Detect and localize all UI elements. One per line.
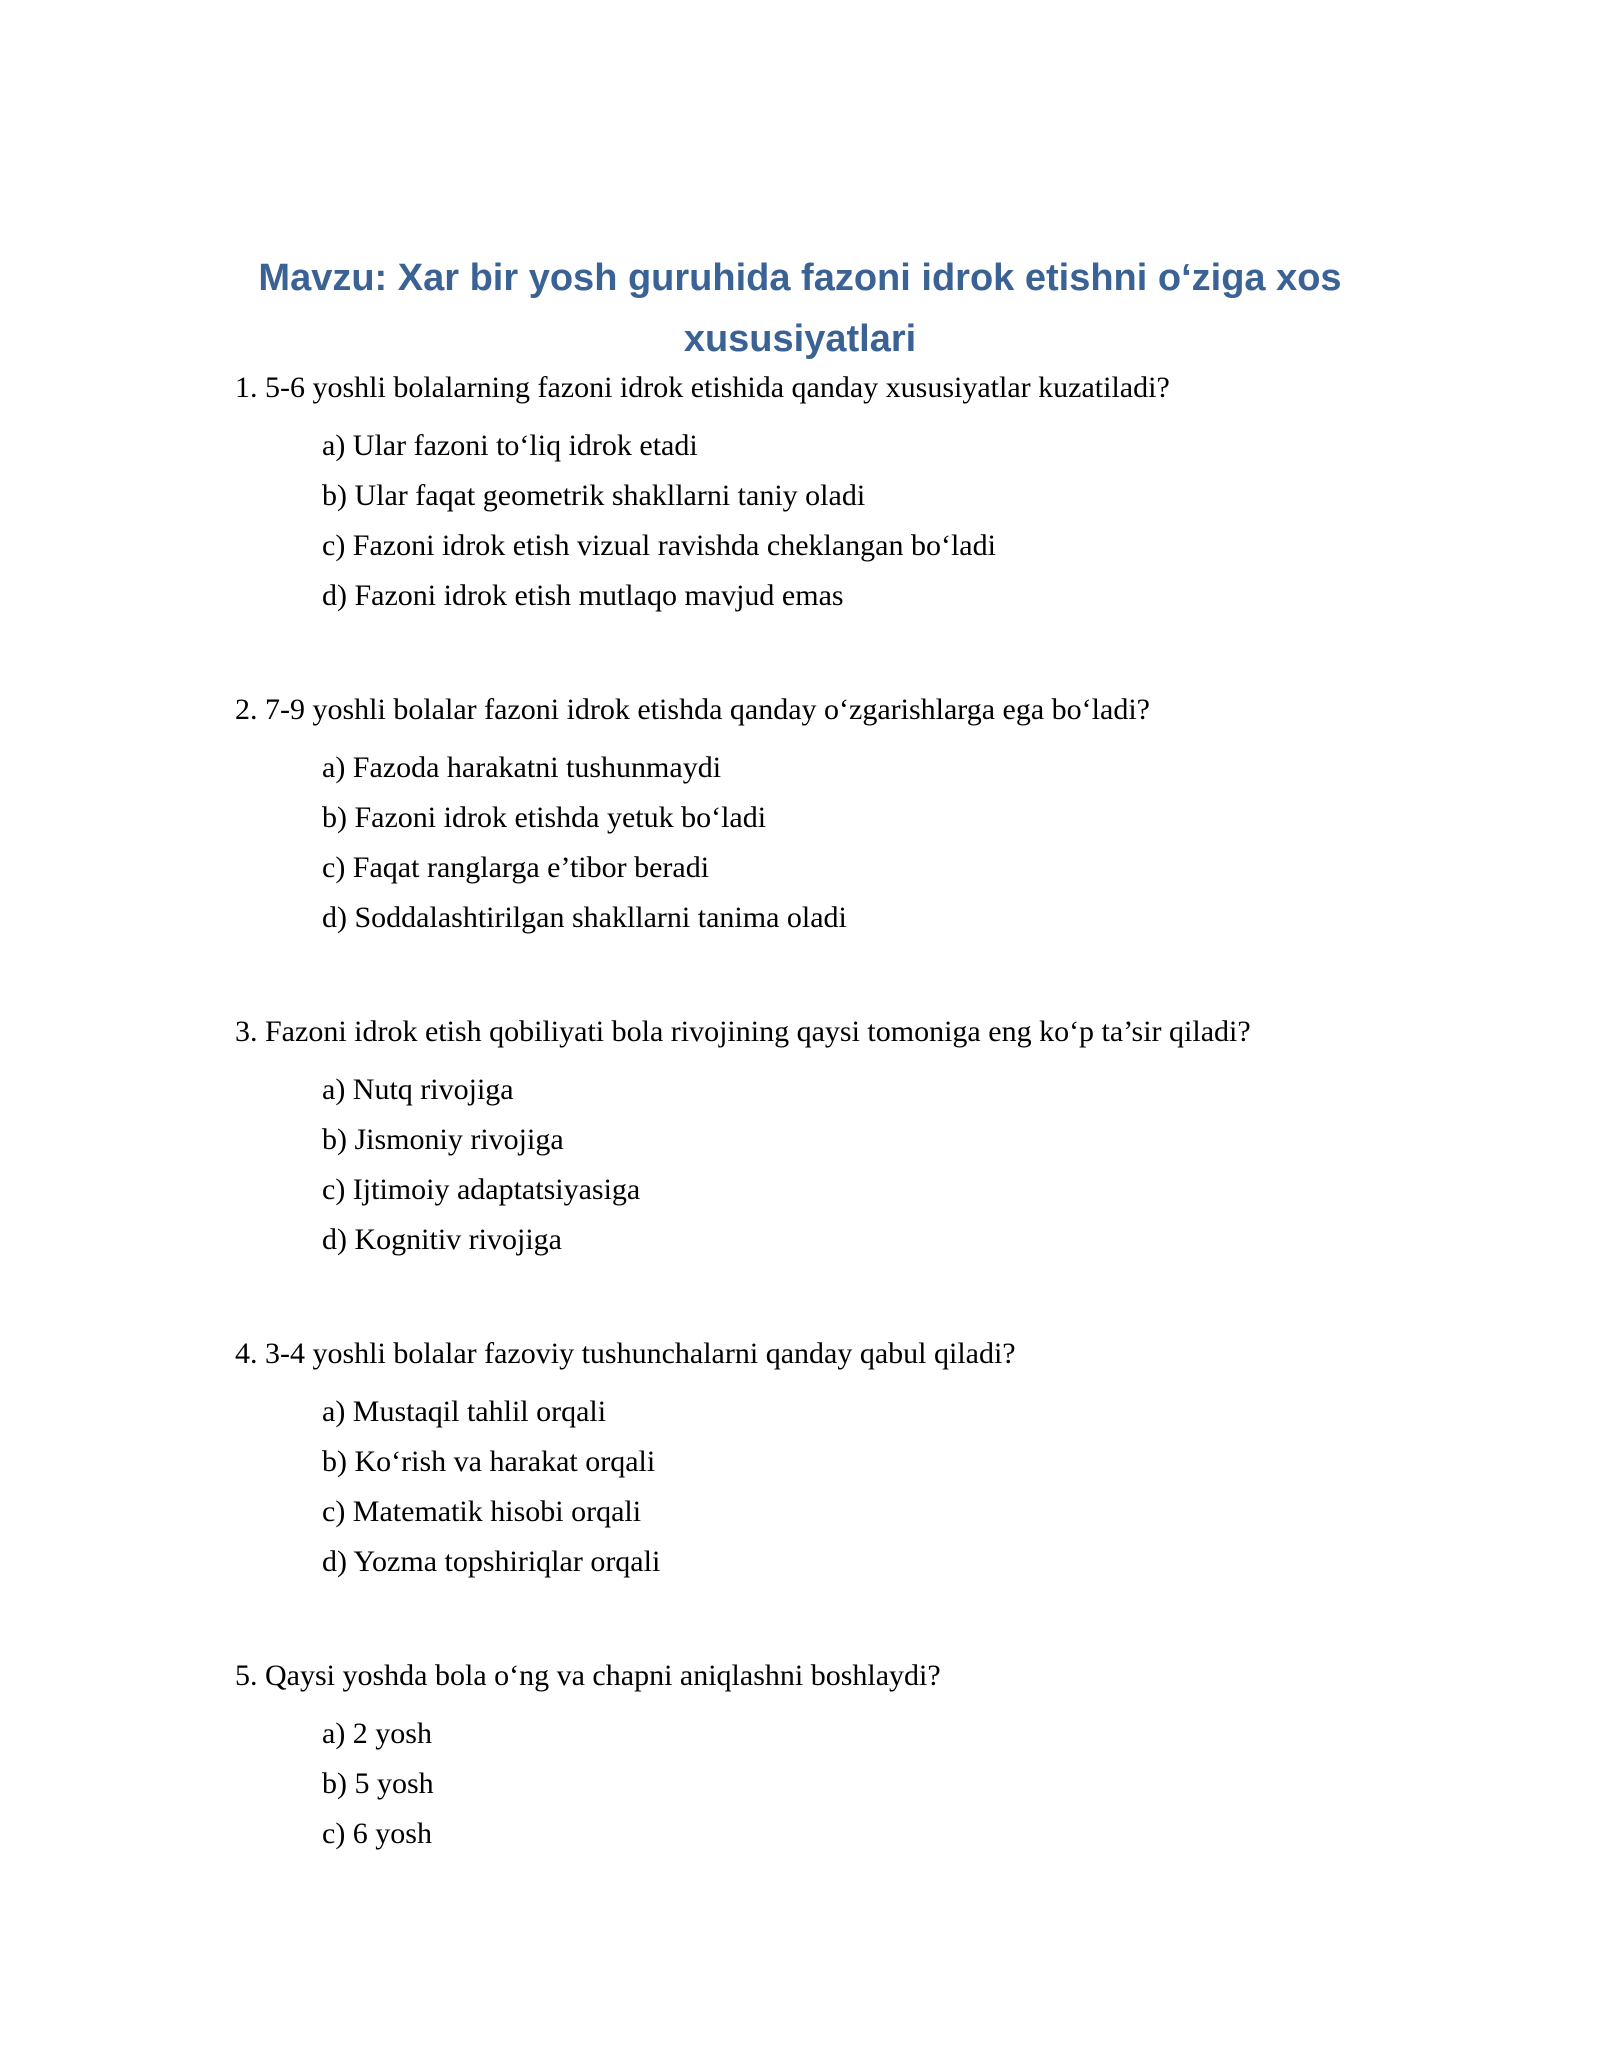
- question-block-4: [235, 1336, 1435, 1594]
- option-item: d) Kognitiv rivojiga: [322, 1223, 562, 1256]
- option-item: a) 2 yosh: [322, 1717, 432, 1750]
- question-block-5: [235, 1658, 1435, 1866]
- option-item: b) 5 yosh: [322, 1767, 434, 1800]
- option-item: d) Fazoni idrok etish mutlaqo mavjud emas: [322, 579, 844, 612]
- option-item: a) Fazoda harakatni tushunmaydi: [322, 751, 722, 784]
- option-item: a) Nutq rivojiga: [322, 1073, 514, 1106]
- option-item: c) Faqat ranglarga e’tibor beradi: [322, 851, 710, 884]
- question-text: 4. 3-4 yoshli bolalar fazoviy tushunchalarni qanday qabul qiladi?: [235, 1337, 1016, 1370]
- page-title: Mavzu: Xar bir yosh guruhida fazoni idrok etishni o‘ziga xos xususiyatlari: [258, 257, 1342, 360]
- question-block-2: [235, 692, 1435, 950]
- option-item: c) Ijtimoiy adaptatsiyasiga: [322, 1173, 641, 1206]
- option-item: d) Soddalashtirilgan shakllarni tanima oladi: [322, 901, 847, 934]
- question-block-1: [235, 370, 1435, 628]
- option-list: [322, 1394, 1435, 1594]
- question-block-3: [235, 1014, 1435, 1272]
- question-text: 5. Qaysi yoshda bola o‘ng va chapni aniqlashni boshlaydi?: [235, 1659, 941, 1692]
- option-item: b) Ko‘rish va harakat orqali: [322, 1445, 656, 1478]
- option-item: d) Yozma topshiriqlar orqali: [322, 1545, 661, 1578]
- option-item: a) Ular fazoni to‘liq idrok etadi: [322, 429, 698, 462]
- question-text: 2. 7-9 yoshli bolalar fazoni idrok etishda qanday o‘zgarishlarga ega bo‘ladi?: [235, 693, 1150, 726]
- option-list: [322, 1072, 1435, 1272]
- option-item: c) 6 yosh: [322, 1817, 432, 1850]
- option-list: [322, 1716, 1435, 1866]
- option-item: b) Ular faqat geometrik shakllarni taniy oladi: [322, 479, 866, 512]
- option-list: [322, 428, 1435, 628]
- option-item: c) Matematik hisobi orqali: [322, 1495, 642, 1528]
- option-item: b) Fazoni idrok etishda yetuk bo‘ladi: [322, 801, 767, 834]
- option-item: b) Jismoniy rivojiga: [322, 1123, 564, 1156]
- option-item: a) Mustaqil tahlil orqali: [322, 1395, 607, 1428]
- option-item: c) Fazoni idrok etish vizual ravishda cheklangan bo‘ladi: [322, 529, 996, 562]
- question-text: 3. Fazoni idrok etish qobiliyati bola rivojining qaysi tomoniga eng ko‘p ta’sir qiladi?: [235, 1015, 1251, 1048]
- question-text: 1. 5-6 yoshli bolalarning fazoni idrok etishida qanday xususiyatlar kuzatiladi?: [235, 371, 1170, 404]
- option-list: [322, 750, 1435, 950]
